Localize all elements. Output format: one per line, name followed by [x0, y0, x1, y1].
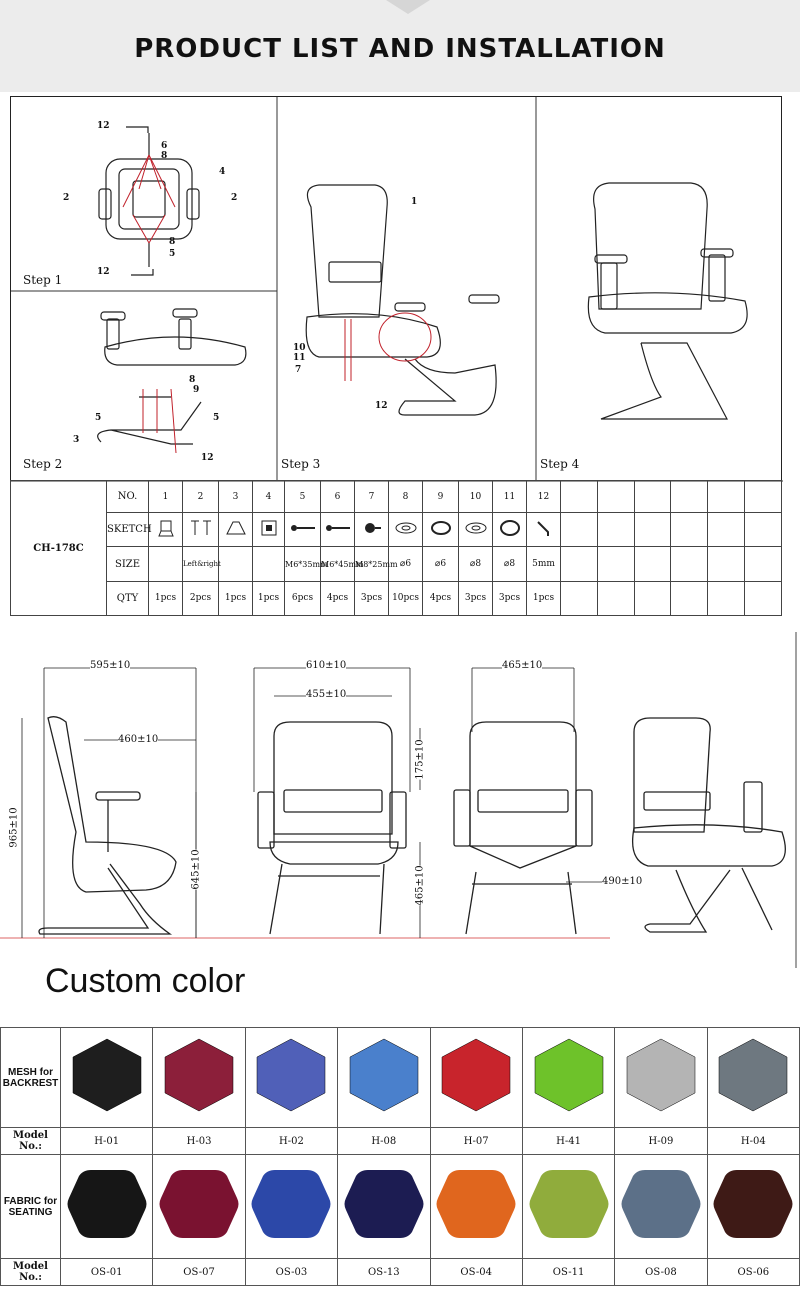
side-view-dims: [22, 668, 196, 938]
qty-6: 4pcs: [321, 581, 355, 615]
fabric-swatch-os11[interactable]: [522, 1155, 614, 1259]
step3-red-guides: [345, 313, 431, 381]
fabric-swatch-os13[interactable]: [338, 1155, 430, 1259]
part-no-1: 1: [149, 481, 183, 513]
callout-5a: 5: [169, 249, 176, 259]
sketch-11: [493, 513, 527, 547]
sketch-1: [149, 513, 183, 547]
qty-7: 3pcs: [355, 581, 389, 615]
fabric-swatch-os04[interactable]: [430, 1155, 522, 1259]
mesh-code-7: H-04: [707, 1128, 799, 1155]
custom-color-title: Custom color: [45, 962, 246, 1000]
mesh-hex-1: [165, 1039, 233, 1111]
back-view-chair: [454, 722, 592, 934]
mesh-code-1: H-03: [153, 1128, 245, 1155]
fabric-code-1: OS-07: [153, 1259, 245, 1286]
fabric-code-6: OS-08: [615, 1259, 707, 1286]
size-12: 5mm: [527, 547, 561, 581]
step-4-label: Step 4: [540, 457, 580, 471]
qty-2: 2pcs: [183, 581, 219, 615]
fabric-code-2: OS-03: [245, 1259, 337, 1286]
part-no-4: 4: [253, 481, 285, 513]
size-3: [219, 547, 253, 581]
callout-s2-5b: 5: [213, 413, 220, 423]
size-2: Left&right: [183, 547, 219, 581]
size-6: M6*45mm: [321, 547, 355, 581]
fabric-hex-7: [714, 1170, 793, 1238]
part-no-9: 9: [423, 481, 459, 513]
mesh-hex-5: [535, 1039, 603, 1111]
part-no-6: 6: [321, 481, 355, 513]
row-label-qty: QTY: [107, 581, 149, 615]
banner-notch: [386, 0, 430, 14]
qty-8: 10pcs: [389, 581, 423, 615]
part-no-10: 10: [459, 481, 493, 513]
mesh-hex-2: [257, 1039, 325, 1111]
sketch-3: [219, 513, 253, 547]
mesh-swatch-h07[interactable]: [430, 1028, 522, 1128]
callout-s2-9: 9: [193, 385, 200, 395]
side-view-chair: [39, 717, 176, 934]
dim-side-height: 965±10: [8, 807, 20, 848]
callout-4: 4: [219, 167, 226, 177]
header-banner: [0, 0, 800, 92]
sketch-10: [459, 513, 493, 547]
step-2-label: Step 2: [23, 457, 63, 471]
sketch-6: [321, 513, 355, 547]
mesh-code-4: H-07: [430, 1128, 522, 1155]
mesh-code-5: H-41: [522, 1128, 614, 1155]
dim-front-width: 610±10: [306, 660, 347, 671]
part-no-5: 5: [285, 481, 321, 513]
fabric-code-7: OS-06: [707, 1259, 799, 1286]
sketch-2: [183, 513, 219, 547]
callout-s3-7: 7: [295, 365, 302, 375]
fabric-model-label: Model No.:: [1, 1259, 61, 1286]
dim-seat-width: 490±10: [602, 876, 643, 887]
fabric-hex-0: [67, 1170, 146, 1238]
step-3-label: Step 3: [281, 457, 321, 471]
qty-3: 1pcs: [219, 581, 253, 615]
part-no-8: 8: [389, 481, 423, 513]
sketch-4: [253, 513, 285, 547]
part-no-7: 7: [355, 481, 389, 513]
size-7: M8*25mm: [355, 547, 389, 581]
callout-12b: 12: [97, 267, 110, 277]
sketch-7: [355, 513, 389, 547]
part-no-12: 12: [527, 481, 561, 513]
sketch-12: [527, 513, 561, 547]
mesh-swatch-h09[interactable]: [615, 1028, 707, 1128]
sketch-5: [285, 513, 321, 547]
part-no-2: 2: [183, 481, 219, 513]
dimension-drawings: [0, 632, 800, 972]
mesh-swatch-h01[interactable]: [61, 1028, 153, 1128]
front-view-dims: [254, 668, 420, 938]
qty-11: 3pcs: [493, 581, 527, 615]
mesh-code-3: H-08: [338, 1128, 430, 1155]
fabric-swatch-os03[interactable]: [245, 1155, 337, 1259]
size-10: ⌀8: [459, 547, 493, 581]
model-cell: CH-178C: [11, 481, 107, 616]
size-9: ⌀6: [423, 547, 459, 581]
row-label-size: SIZE: [107, 547, 149, 581]
step2-assembly-drawing: [98, 309, 246, 444]
dim-seat-height: 465±10: [414, 865, 426, 906]
fabric-code-3: OS-13: [338, 1259, 430, 1286]
fabric-swatch-os06[interactable]: [707, 1155, 799, 1259]
callout-8a: 8: [161, 151, 168, 161]
parts-table: [10, 480, 782, 616]
mesh-swatch-h08[interactable]: [338, 1028, 430, 1128]
row-label-sketch: SKETCH: [107, 513, 149, 547]
fabric-hex-4: [437, 1170, 516, 1238]
size-5: M6*35mm: [285, 547, 321, 581]
size-11: ⌀8: [493, 547, 527, 581]
size-4: [253, 547, 285, 581]
part-no-3: 3: [219, 481, 253, 513]
dim-side-arm: 460±10: [118, 734, 159, 745]
mesh-hex-6: [627, 1039, 695, 1111]
callout-s3-10: 10: [293, 343, 306, 353]
part-no-11: 11: [493, 481, 527, 513]
step1-seat-drawing: [99, 127, 199, 275]
qty-12: 1pcs: [527, 581, 561, 615]
size-8: ⌀6: [389, 547, 423, 581]
fabric-code-0: OS-01: [61, 1259, 153, 1286]
fabric-code-4: OS-04: [430, 1259, 522, 1286]
qty-9: 4pcs: [423, 581, 459, 615]
callout-12a: 12: [97, 121, 110, 131]
mesh-swatch-h03[interactable]: [153, 1028, 245, 1128]
mesh-code-2: H-02: [245, 1128, 337, 1155]
callout-s3-1: 1: [411, 197, 418, 207]
mesh-hex-4: [442, 1039, 510, 1111]
size-1: [149, 547, 183, 581]
callout-s2-12: 12: [201, 453, 214, 463]
qty-10: 3pcs: [459, 581, 493, 615]
callout-2b: 2: [231, 193, 238, 203]
dim-rear-width: 465±10: [502, 660, 543, 671]
callout-s2-5a: 5: [95, 413, 102, 423]
mesh-swatch-h41[interactable]: [522, 1028, 614, 1128]
mesh-swatch-h02[interactable]: [245, 1028, 337, 1128]
dim-arm-height: 645±10: [190, 849, 202, 890]
fabric-swatch-os01[interactable]: [61, 1155, 153, 1259]
callout-6: 6: [161, 141, 168, 151]
dimension-lines: [0, 632, 800, 972]
perspective-chair: [633, 718, 786, 932]
callout-s3-11: 11: [293, 353, 306, 363]
callout-8b: 8: [169, 237, 176, 247]
color-swatch-table: [0, 1027, 800, 1285]
step4-chair-drawing: [588, 183, 747, 419]
qty-1: 1pcs: [149, 581, 183, 615]
row-label-no: NO.: [107, 481, 149, 513]
fabric-code-5: OS-11: [522, 1259, 614, 1286]
mesh-code-0: H-01: [61, 1128, 153, 1155]
front-view-chair: [258, 722, 406, 934]
fabric-swatch-os07[interactable]: [153, 1155, 245, 1259]
fabric-hex-3: [344, 1170, 423, 1238]
sketch-8: [389, 513, 423, 547]
qty-5: 6pcs: [285, 581, 321, 615]
step-1-label: Step 1: [23, 273, 63, 287]
mesh-model-label: Model No.:: [1, 1128, 61, 1155]
fabric-swatch-os08[interactable]: [615, 1155, 707, 1259]
mesh-hex-3: [350, 1039, 418, 1111]
page-title: PRODUCT LIST AND INSTALLATION: [134, 34, 666, 64]
step1-red-guides: [123, 155, 175, 243]
mesh-hex-7: [719, 1039, 787, 1111]
mesh-code-6: H-09: [615, 1128, 707, 1155]
qty-4: 1pcs: [253, 581, 285, 615]
fabric-hex-5: [529, 1170, 608, 1238]
step3-assembly-drawing: [306, 185, 499, 415]
mesh-hex-0: [73, 1039, 141, 1111]
fabric-hex-2: [252, 1170, 331, 1238]
callout-s2-8: 8: [189, 375, 196, 385]
dim-side-depth: 595±10: [90, 660, 131, 671]
fabric-hex-6: [621, 1170, 700, 1238]
mesh-label: MESH for BACKREST: [1, 1028, 61, 1128]
fabric-label: FABRIC for SEATING: [1, 1155, 61, 1259]
fabric-hex-1: [160, 1170, 239, 1238]
callout-s2-3: 3: [73, 435, 80, 445]
mesh-swatch-h04[interactable]: [707, 1028, 799, 1128]
dim-back-height: 175±10: [414, 739, 426, 780]
back-view-dims: [472, 668, 608, 882]
sketch-9: [423, 513, 459, 547]
dim-back-width: 455±10: [306, 689, 347, 700]
callout-2a: 2: [63, 193, 70, 203]
callout-s3-12: 12: [375, 401, 388, 411]
